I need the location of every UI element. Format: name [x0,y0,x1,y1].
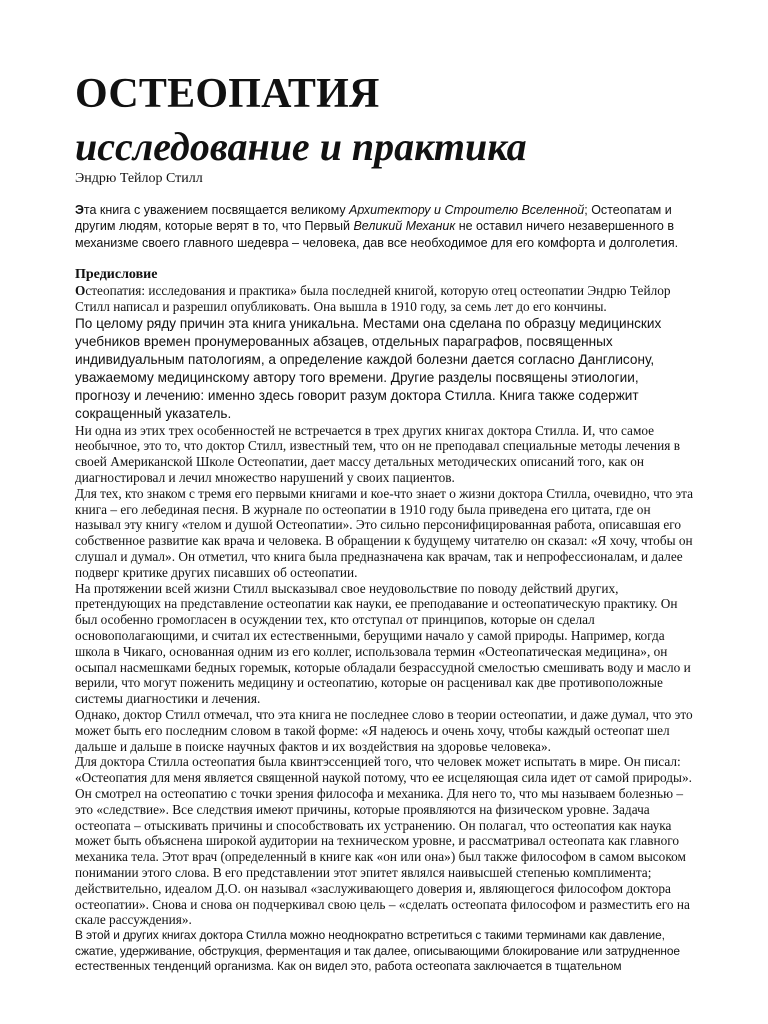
preface-section [75,267,697,975]
dedication-text-after: ; Остеопатам и другим людям, которые верят в то, что Первый [75,203,672,234]
dedication-text-end: не оставил ничего незавершенного в механизме своего главного шедевра – человека, дав все необходимое для его комфорта и долголетия. [75,219,679,250]
dedication-italic-2: Великий Механик [353,219,456,234]
dedication-italic: Архитектору и Строителю Вселенной [349,203,585,217]
preface-paragraph-3: Ни одна из этих трех особенностей не встречается в трех других книгах доктора Стилла. И, что самое необычное, это то, что доктор Стилл, известный тем, что он не преподавал специальные методы лечения в своей Американской Школе Остеопатии, дает массу детальных методических описаний того, как он диагностировал и лечил множество нарушений у своих пациентов. [75,422,681,485]
preface-paragraph-7: Для доктора Стилла остеопатия была квинтэссенцией того, что человек может испытать в мире. Он писал: «Остеопатия для меня является священной наукой потому, что ее исцеляющая сила идет от самой природы». Он смотрел на остеопатию с точки зрения философа и механика. Для него то, что мы называем болезнью – это «следствие». Все следствия имеют причины, которые проявляются на физическом уровне. Задача остеопата – отыскивать причины и способствовать их устранению. Он полагал, что остеопатия как наука может быть объяснена широкой аудитории на техническом уровне, и рассматривал остеопата как главного механика тела. Этот врач (определенный в книге как «он или она») был также философом в самом высоком понимании этого слова. В его представлении этот эпитет являлся наивысшей степенью комплимента; действительно, идеалом Д.О. он называл «заслуживающего доверия и, являющегося философом доктора остеопатии». Снова и снова он подчеркивал свою цель – «сделать остеопата философом и разместить его на скале рассуждения». [75,754,692,928]
preface-heading: Предисловие [75,267,158,282]
preface-paragraph-2: По целому ряду причин эта книга уникальна. Местами она сделана по образцу медицинских учебников времен пронумерованных абзацев, отдельных параграфов, посвященных индивидуальным патологиям, а определение каждой болезни дается согласно Данглисону, уважаемому медицинскому автору того времени. Другие разделы посвящены этиологии, прогнозу и лечению: именно здесь говорит разум доктора Стилла. Книга также содержит сокращенный указатель. [75,315,662,421]
author-line: Эндрю Тейлор Стилл [75,171,203,186]
preface-paragraph-6: Однако, доктор Стилл отмечал, что эта книга не последнее слово в теории остеопатии, и даже думал, что это может быть его последним словом в такой форме: «Я надеюсь и очень хочу, чтобы каждый остеопат шел дальше и дальше в поиске научных фактов и их воздействия на здоровье человека». [75,706,693,754]
dedication-paragraph [75,202,690,251]
preface-paragraph-8: В этой и других книгах доктора Стилла можно неоднократно встретиться с такими терминами как давление, сжатие, удерживание, обструкция, ферментация и так далее, описывающими блокирование или затрудненное естественных тенденций организма. Как он видел это, работа остеопата заключается в тщательном [75,928,680,974]
preface-lead-letter: О [75,283,86,298]
dedication-lead-letter: Э [75,203,84,217]
document-subtitle: исследование и практика [75,124,527,169]
document-title: ОСТЕОПАТИЯ [75,71,380,117]
preface-paragraph-1-text: стеопатия: исследования и практика» была последней книгой, которую отец остеопатии Эндрю Тейлор Стилл написал и разрешил опубликовать. Она вышла в 1910 году, за семь лет до его кончины. [75,283,671,314]
dedication-text-before: та книга с уважением посвящается великому [83,203,350,217]
preface-paragraph-1 [75,283,697,315]
preface-paragraph-5: На протяжении всей жизни Стилл высказывал свое неудовольствие по поводу действий других, претендующих на представление остеопатии как науки, ее преподавание и остеопатическую практику. Он был особенно громогласен в осуждении тех, кто отступал от принципов, которые он сделал основополагающими, и считал их естественными, берущими начало у самой природы. Например, когда школа в Чикаго, основанная одним из его коллег, использовала термин «Остеопатическая медицина», он осыпал насмешками бедных горемык, которые обладали безрассудной смелостью смешивать воду и масло и верили, что могут поженить медицину и остеопатию, которые он расценивал как две противоположные системы диагностики и лечения. [75,580,691,707]
preface-paragraph-4: Для тех, кто знаком с тремя его первыми книгами и кое-что знает о жизни доктора Стилла, очевидно, что эта книга – его лебединая песня. В журнале по остеопатии в 1910 году была приведена его цитата, где он называл эту книгу «телом и душой Остеопатии». Это сильно персонифицированная работа, описавшая его собственное развитие как врача и человека. В обращении к будущему читателю он сказал: «Я хочу, чтобы он слушал и думал». Он отметил, что книга была предназначена как врачам, так и непрофессионалам, и далее подверг критике других писавших об остеопатии. [75,485,693,580]
